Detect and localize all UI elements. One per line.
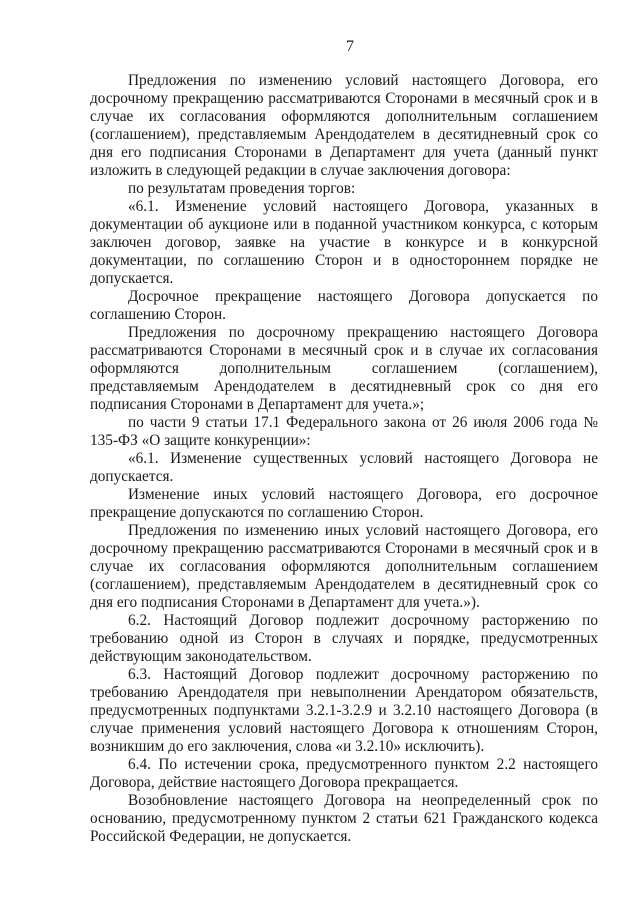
- paragraph-amendment-proposals: Предложения по изменению условий настоящего Договора, его досрочному прекращению рассматриваются Сторонами в месячный срок и в случае их согласования оформляются дополнительным соглашением (соглашением), представляемым Арендодателем в десятидневный срок со дня его подписания Сторонами в Департамент для учета (данный пункт изложить в следующей редакции в случае заключения договора:: [90, 72, 598, 179]
- paragraph-clause-6-3: 6.3. Настоящий Договор подлежит досрочному расторжению по требованию Арендодателя при невыполнении Арендатором обязательств, предусмотренных подпунктами 3.2.1-3.2.9 и 3.2.10 настоящего Договора (в случае применения условий настоящего Договора к отношениям Сторон, возникшим до его заключения, слова «и 3.2.10» исключить).: [90, 666, 598, 755]
- paragraph-renewal: Возобновление настоящего Договора на неопределенный срок по основанию, предусмотренному пунктом 2 статьи 621 Гражданского кодекса Российской Федерации, не допускается.: [90, 792, 598, 845]
- paragraph-early-termination: Досрочное прекращение настоящего Договора допускается по соглашению Сторон.: [90, 288, 598, 323]
- paragraph-other-conditions-proposals: Предложения по изменению иных условий настоящего Договора, его досрочному прекращению рассматриваются Сторонами в месячный срок и в случае их согласования оформляются дополнительным соглашением (соглашением), представляемым Арендодателем в десятидневный срок со дня его подписания Сторонами в Департамент для учета.»).: [90, 522, 598, 611]
- paragraph-early-termination-proposals: Предложения по досрочному прекращению настоящего Договора рассматриваются Сторонами в месячный срок и в случае их согласования оформляются дополнительным соглашением (соглашением), представляемым Арендодателем в десятидневный срок со дня его подписания Сторонами в Департамент для учета.»;: [90, 324, 598, 413]
- paragraph-clause-6-1-tender: «6.1. Изменение условий настоящего Договора, указанных в документации об аукционе или в поданной участником конкурса, с которым заключен договор, заявке на участие в конкурсе и в конкурсной документации, по соглашению Сторон и в одностороннем порядке не допускается.: [90, 198, 598, 287]
- page-number: 7: [346, 38, 354, 55]
- paragraph-competition-law: по части 9 статьи 17.1 Федерального закона от 26 июля 2006 года № 135-ФЗ «О защите конкуренции»:: [90, 414, 598, 449]
- paragraph-tender-results: по результатам проведения торгов:: [128, 180, 356, 197]
- paragraph-clause-6-4: 6.4. По истечении срока, предусмотренного пунктом 2.2 настоящего Договора, действие настоящего Договора прекращается.: [90, 756, 598, 791]
- paragraph-other-conditions: Изменение иных условий настоящего Договора, его досрочное прекращение допускаются по соглашению Сторон.: [90, 486, 598, 521]
- document-page: [90, 38, 598, 846]
- paragraph-clause-6-2: 6.2. Настоящий Договор подлежит досрочному расторжению по требованию одной из Сторон в случаях и порядке, предусмотренных действующим законодательством.: [90, 612, 598, 665]
- paragraph-clause-6-1-competition: «6.1. Изменение существенных условий настоящего Договора не допускается.: [90, 450, 598, 485]
